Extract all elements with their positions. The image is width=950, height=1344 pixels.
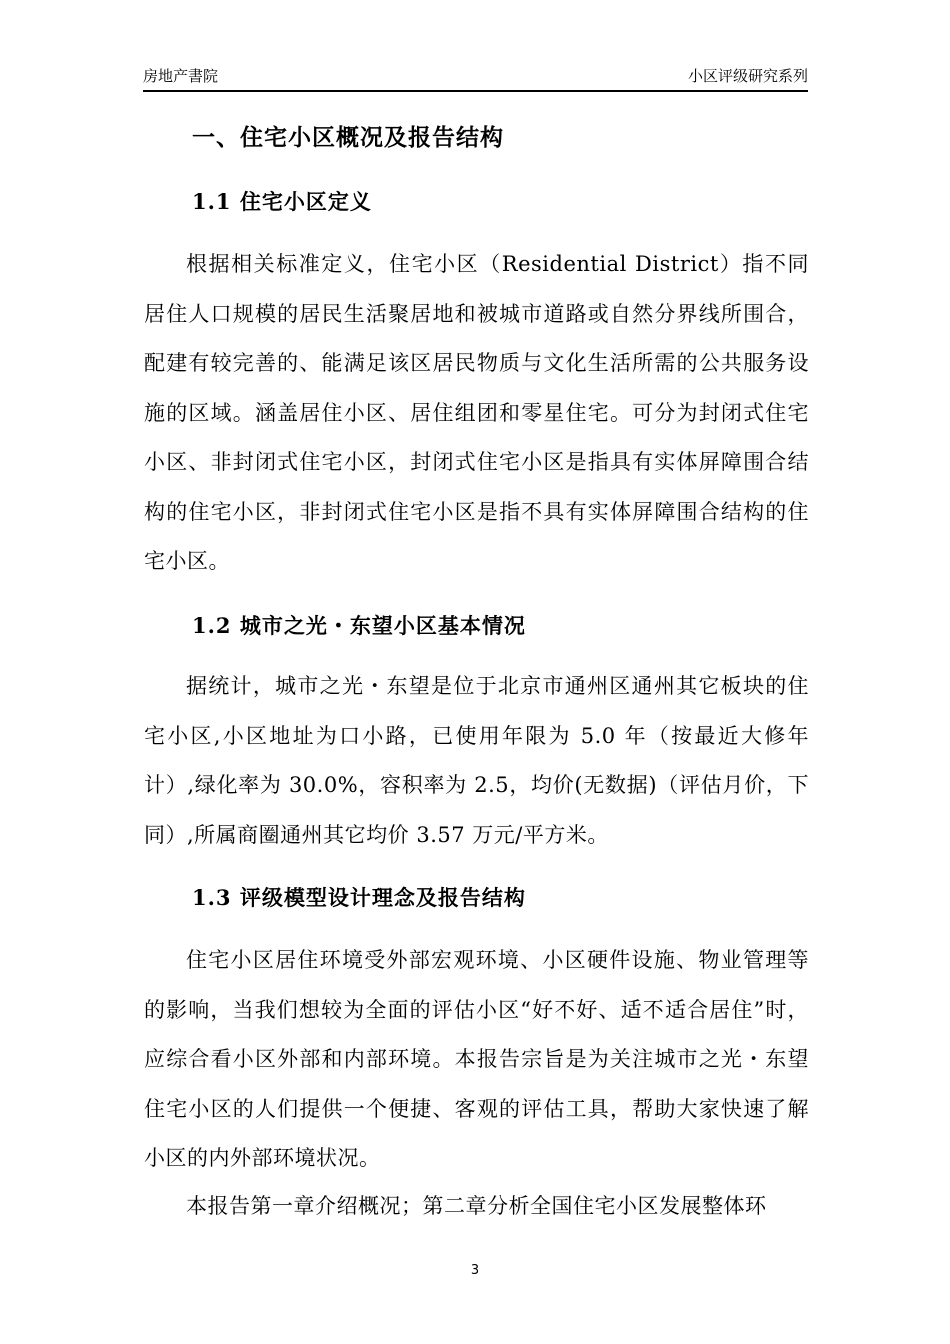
page-header [143, 64, 808, 92]
chapter-title: 一、住宅小区概况及报告结构 [192, 124, 504, 151]
header-publisher: 房地产書院 [143, 67, 219, 85]
header-series-title: 小区评级研究系列 [687, 67, 808, 85]
page-number: 3 [470, 1263, 480, 1278]
section-1-2-paragraph: 据统计，城市之光・东望是位于北京市通州区通州其它板块的住宅小区,小区地址为口小路，已使用年限为 5.0 年（按最近大修年计）,绿化率为 30.0%，容积率为 2.5，均价(无数据)（评估月价，下同）,所属商圈通州其它均价 3.57 万元/平方米。 [144, 674, 809, 847]
section-1-3-paragraph: 住宅小区居住环境受外部宏观环境、小区硬件设施、物业管理等的影响，当我们想较为全面的评估小区“好不好、适不适合居住”时，应综合看小区外部和内部环境。本报告宗旨是为关注城市之光・东望住宅小区的人们提供一个便捷、客观的评估工具，帮助大家快速了解小区的内外部环境状况。 [144, 948, 809, 1170]
section-heading-1-2: 1.2 城市之光・东望小区基本情况 [192, 613, 526, 638]
section-heading-1-1: 1.1 住宅小区定义 [192, 189, 372, 214]
section-1-3-paragraph-2: 本报告第一章介绍概况；第二章分析全国住宅小区发展整体环 [186, 1194, 767, 1218]
section-heading-1-3: 1.3 评级模型设计理念及报告结构 [192, 885, 526, 910]
section-1-1-paragraph: 根据相关标准定义，住宅小区（Residential District）指不同居住人口规模的居民生活聚居地和被城市道路或自然分界线所围合，配建有较完善的、能满足该区居民物质与文化生活所需的公共服务设施的区域。涵盖居住小区、居住组团和零星住宅。可分为封闭式住宅小区、非封闭式住宅小区，封闭式住宅小区是指具有实体屏障围合结构的住宅小区，非封闭式住宅小区是指不具有实体屏障围合结构的住宅小区。 [144, 252, 809, 573]
